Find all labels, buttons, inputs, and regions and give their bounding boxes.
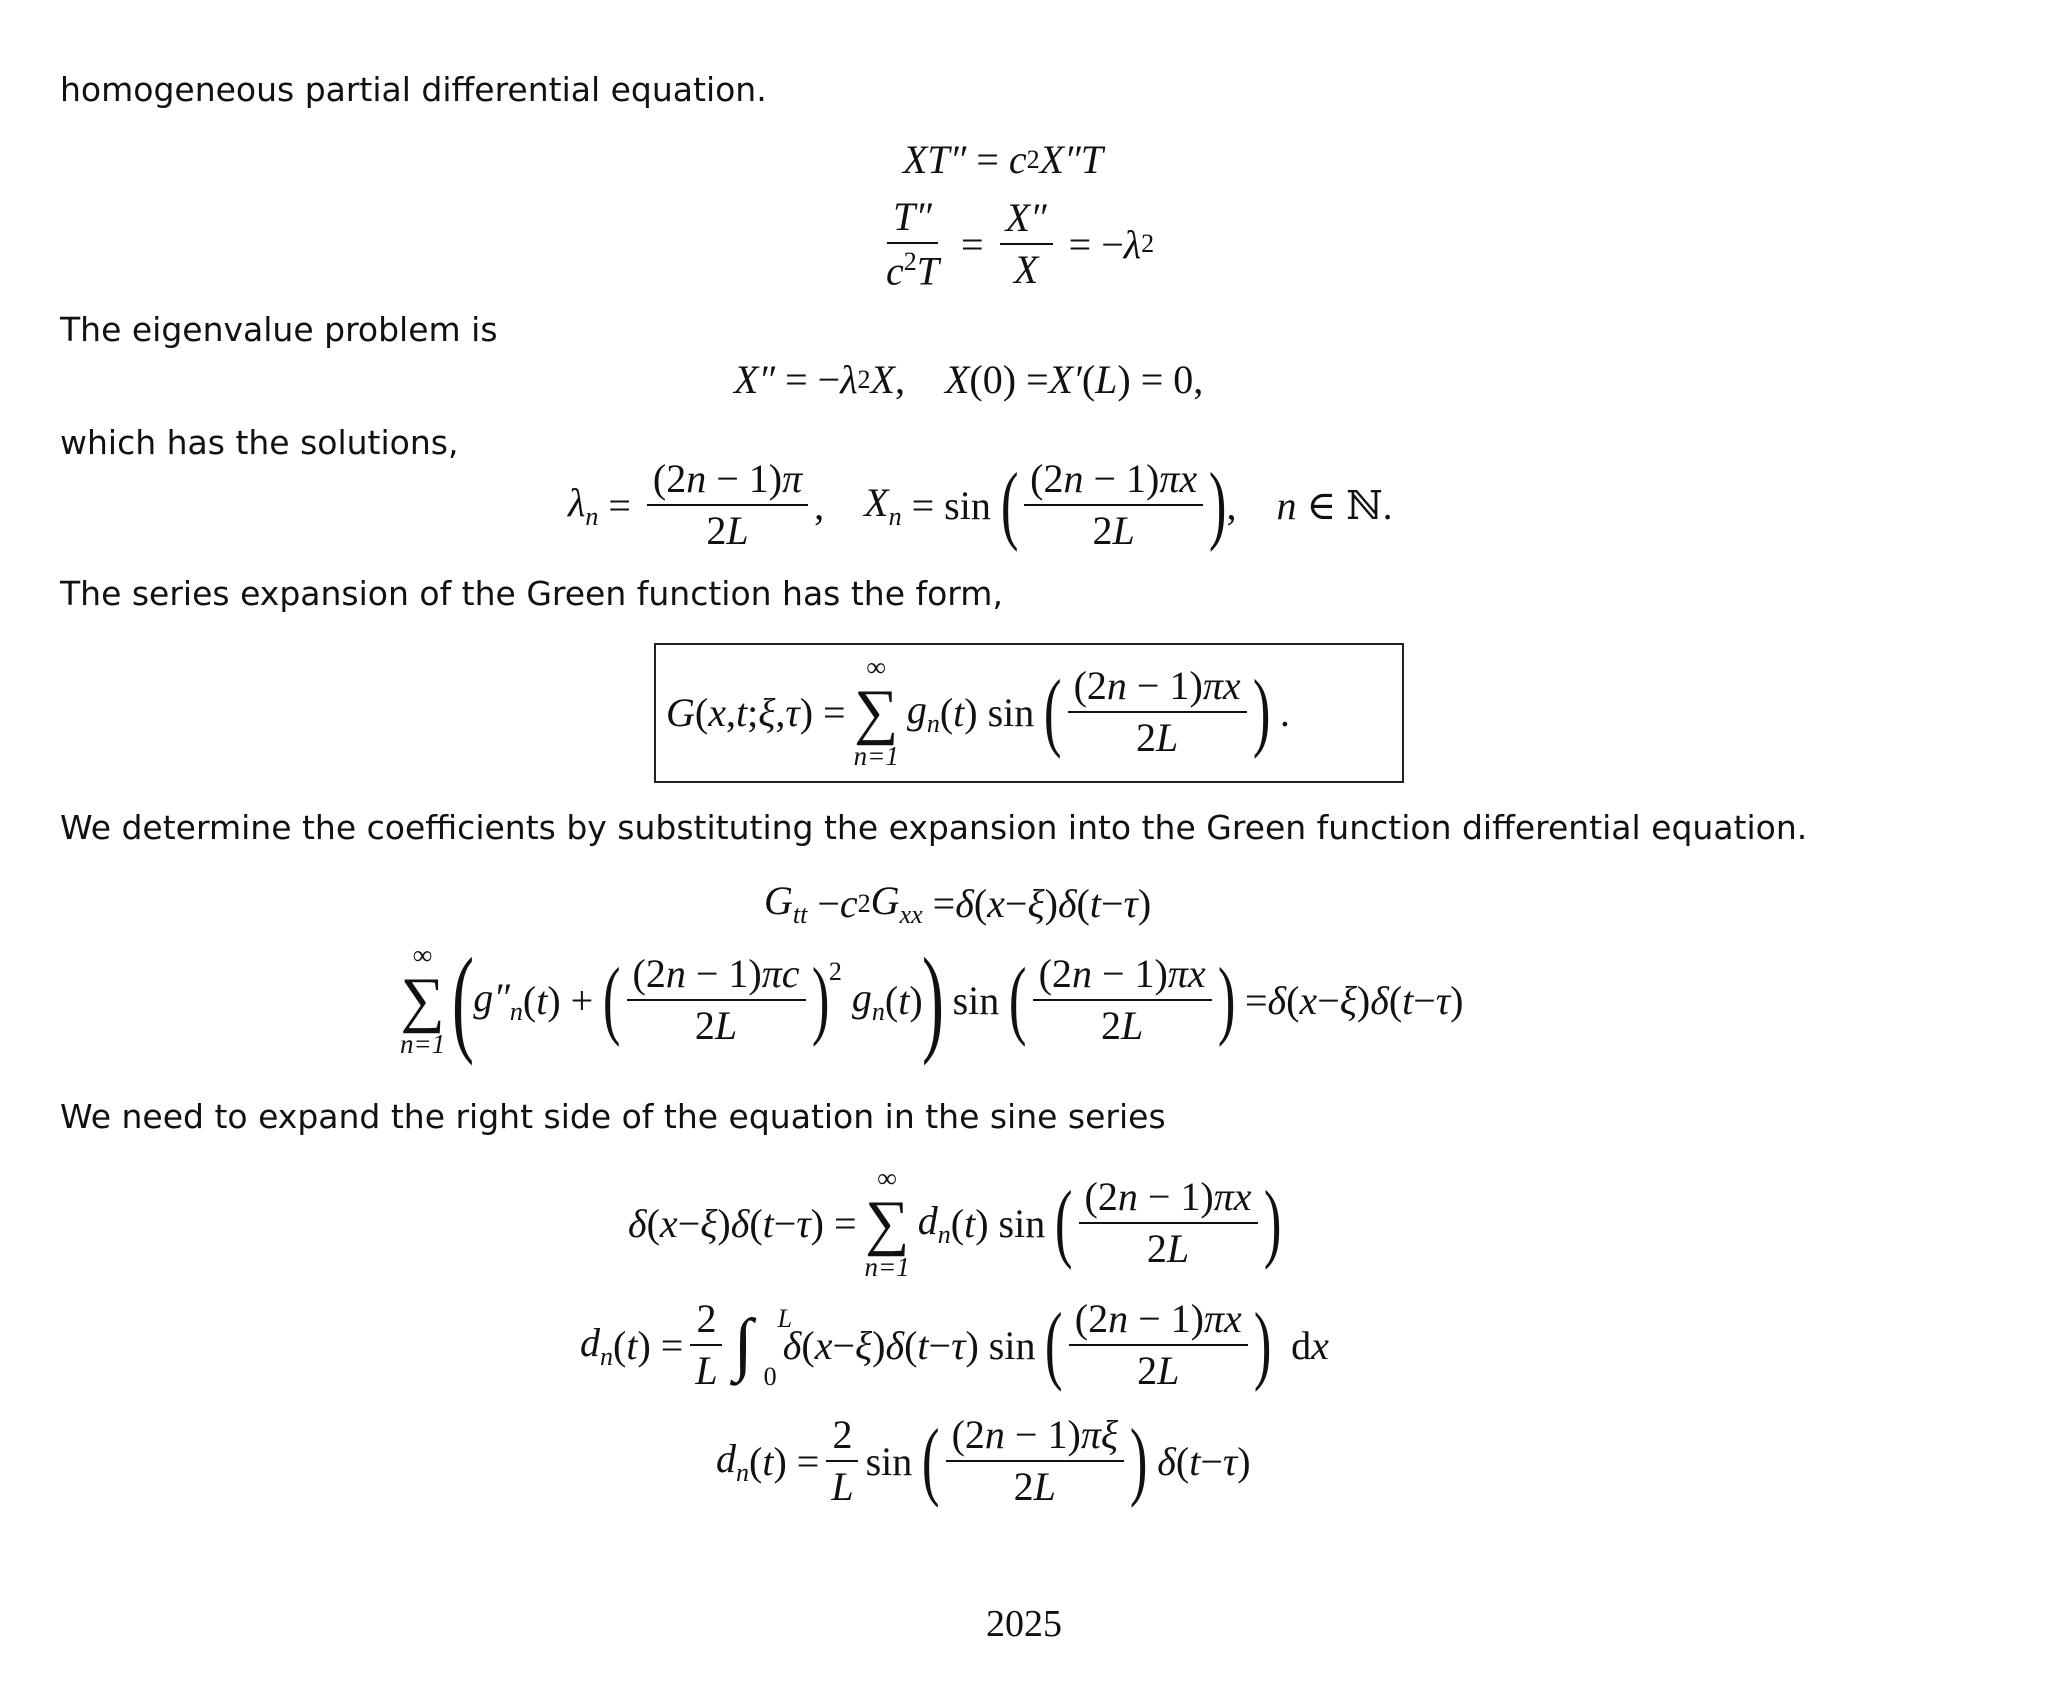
- equation-green-series: G ( x , t ; ξ , τ ) = ∞ ∑ n=1 $g_n$ ( t ) sin ( $\frac{(2n - 1)\pi x}{2L}$ ) .: [666, 652, 1290, 771]
- text-line-eigenvalue: The eigenvalue problem is: [60, 310, 498, 349]
- equation-green-pde: $G_{tt}$ − c 2 $G_{xx}$ = δ ( x − ξ ) δ ( t − τ ): [764, 878, 1152, 929]
- text-line-expand-right-side: We need to expand the right side of the equation in the sine series: [60, 1097, 1166, 1136]
- text-line-determine-coefficients: We determine the coefficients by substituting the expansion into the Green function differential equation.: [60, 808, 1808, 847]
- equation-dn-result: $d_n$ ( t ) = $\frac{2}{L}$ sin ( $\frac{(2n - 1)\pi\xi}{2L}$ ) δ ( t − τ ): [716, 1412, 1251, 1509]
- equation-eigenfunctions: $\lambda_n$ = $\frac{(2n - 1)\pi}{2L}$ , $X_n$ = sin ( $\frac{(2n - 1)\pi x}{2L}$ ) , n ∈ ℕ.: [568, 456, 1393, 553]
- equation-dn-integral: $d_n$ ( t ) = $\frac{2}{L}$ ∫ L 0 δ ( x − ξ ) δ ( t − τ ) sin ( $\frac{(2n - 1)\pi x}{2L}$ ) d x: [580, 1296, 1329, 1393]
- equation-separation: XT″ = c 2 X″T: [903, 137, 1104, 182]
- text-line-series-expansion: The series expansion of the Green function has the form,: [60, 574, 1003, 613]
- text-line-homogeneous: homogeneous partial differential equation.: [60, 70, 767, 109]
- equation-substituted: ∞ ∑ n=1 ( $g''_n$ ( t ) + ( $\frac{(2n - 1)\pi c}{2L}$ ) $^2$ $g_n$ ( t ) ) sin ( $\frac{(2n - 1)\pi x}{2L}$ ) = δ ( x − ξ ) δ ( t − τ ): [400, 933, 1464, 1066]
- equation-ratio: $\frac{T''}{c^2T}$ = $\frac{X''}{X}$ = − λ 2: [886, 194, 1155, 294]
- text-line-solutions: which has the solutions,: [60, 423, 459, 462]
- page-number: 2025: [986, 1603, 1062, 1645]
- equation-delta-series: δ ( x − ξ ) δ ( t − τ ) = ∞ ∑ n=1 $d_n$ ( t ) sin ( $\frac{(2n - 1)\pi x}{2L}$ ): [628, 1163, 1282, 1282]
- equation-eigenvalue-problem: X″ = − λ 2 X , X (0) = X′ ( L ) = 0,: [734, 357, 1204, 402]
